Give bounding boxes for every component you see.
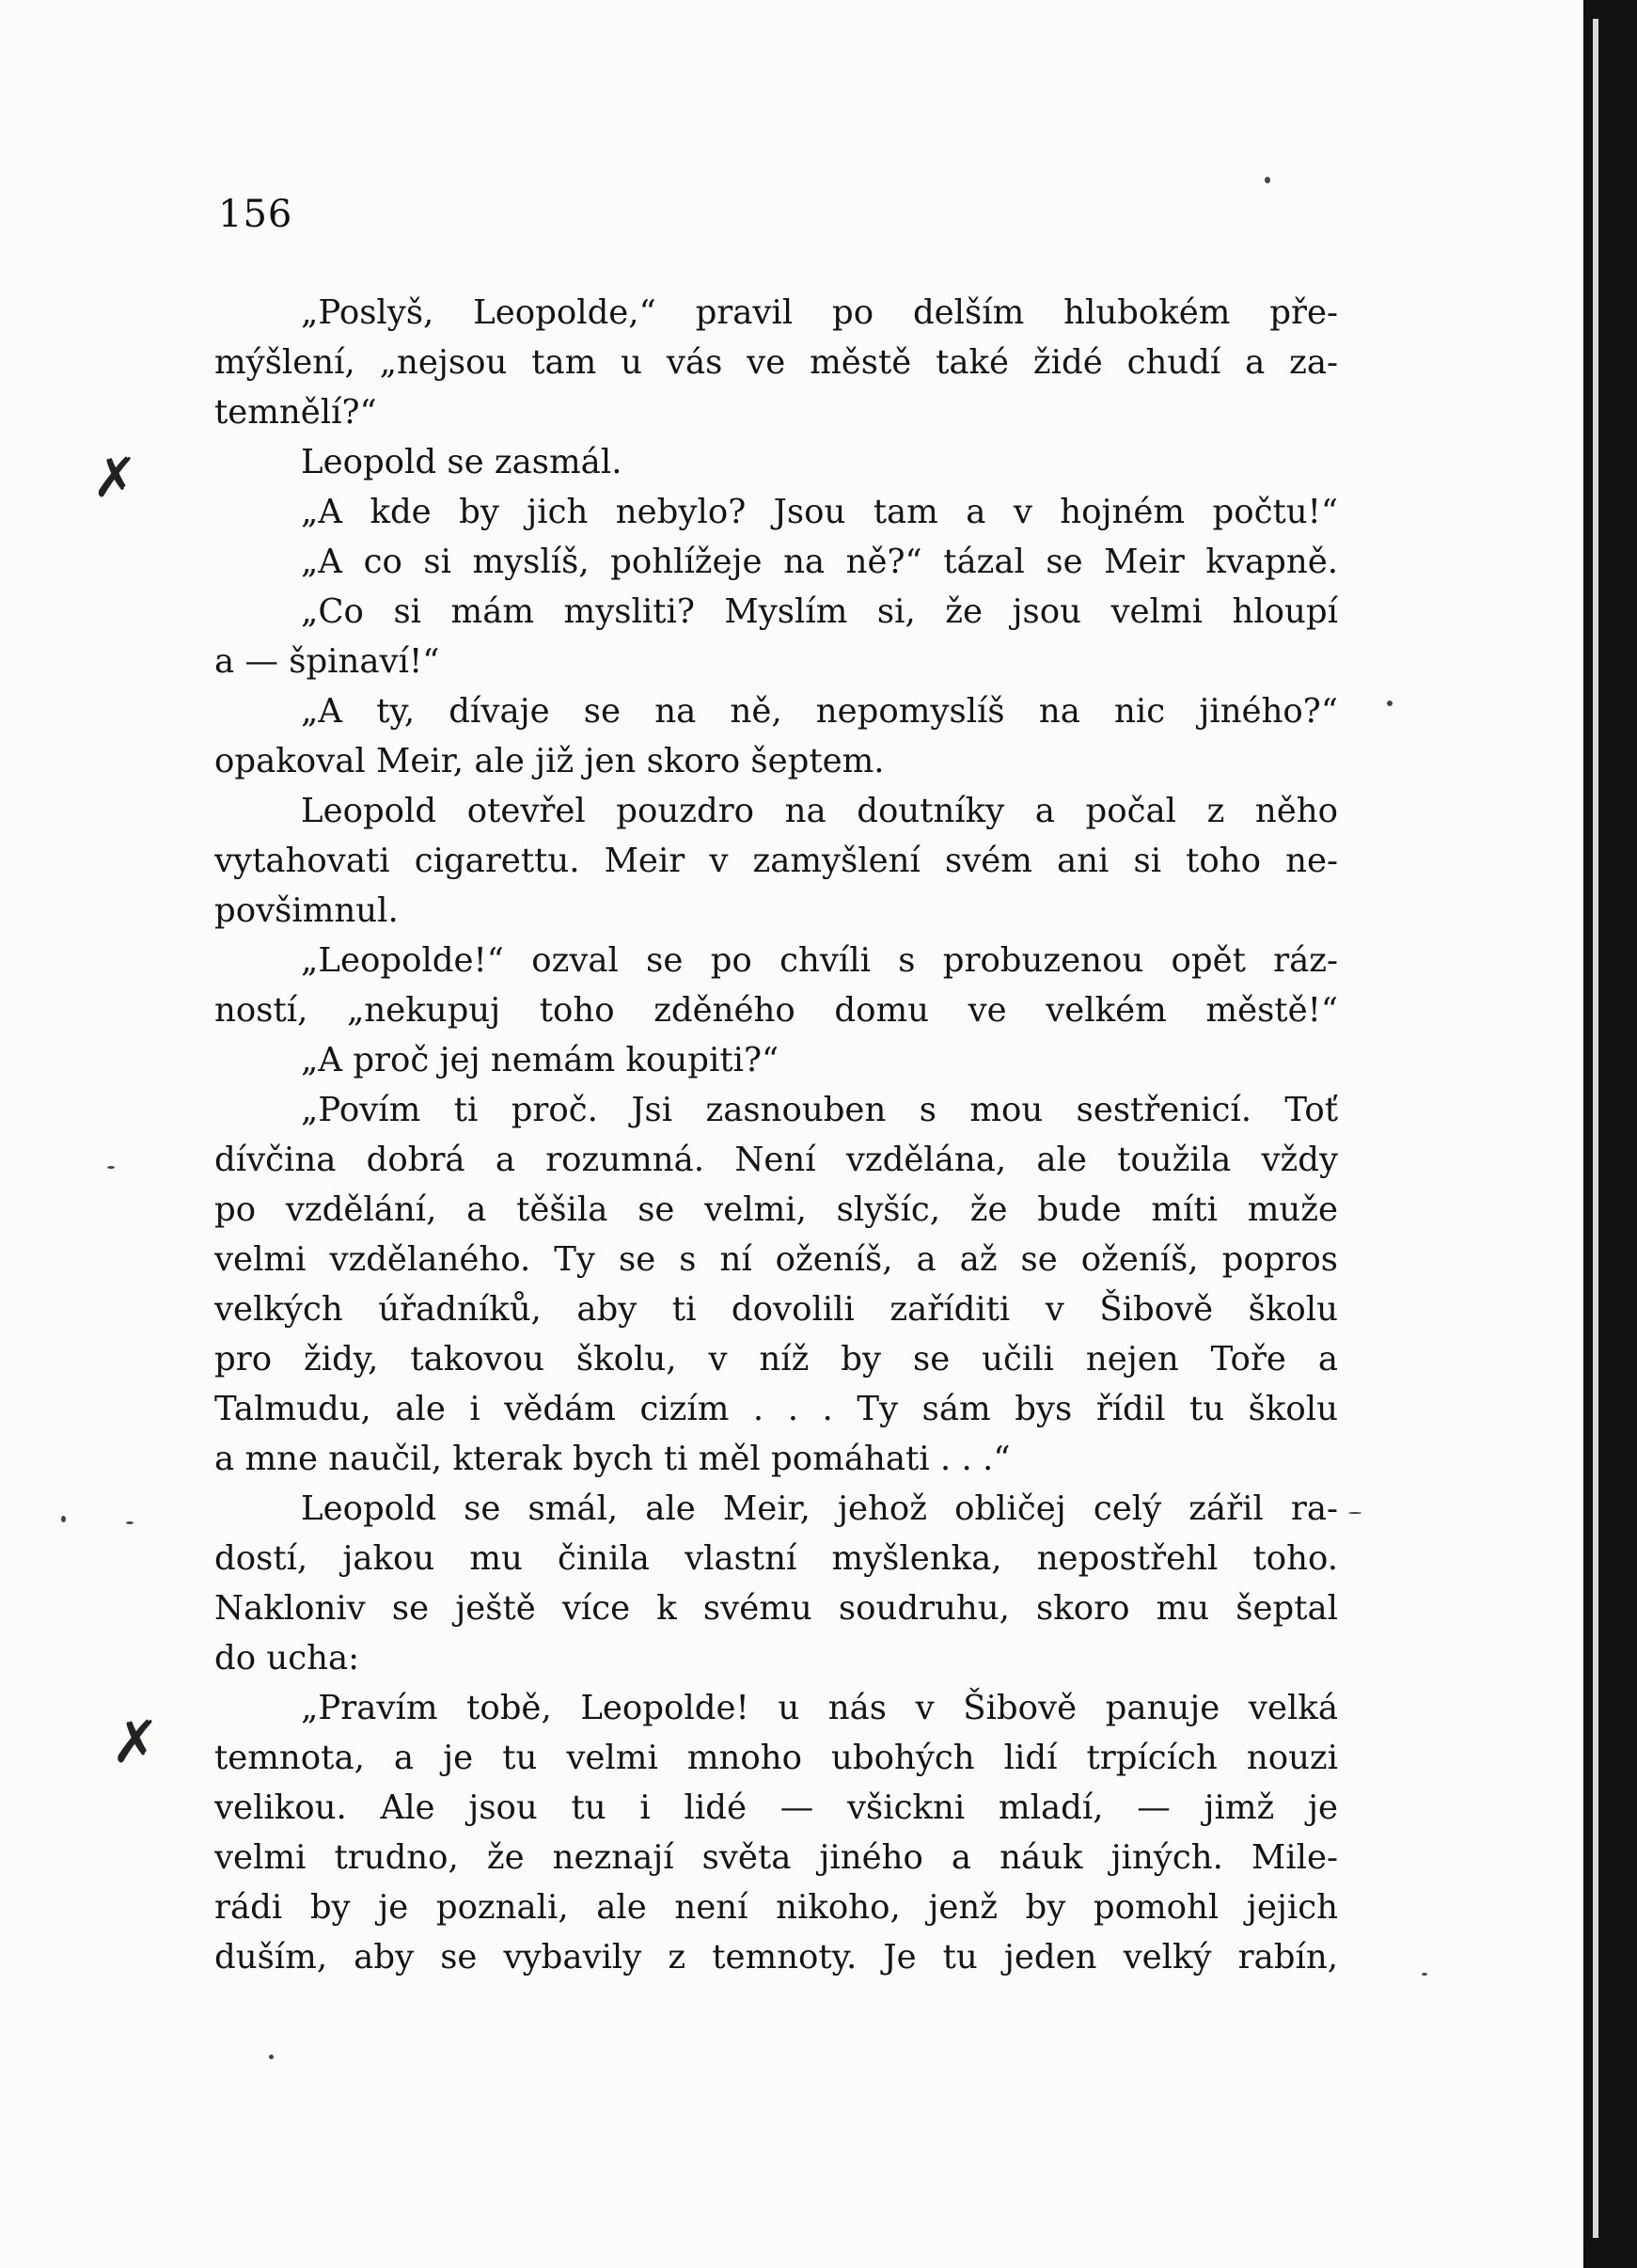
text-line: temnota, a je tu velmi mnoho ubohých lidí trpících nouzi (214, 1739, 1338, 1777)
text-line: do ucha: (214, 1639, 360, 1677)
text-line: velikou. Ale jsou tu i lidé — všickni mladí, — jimž je (214, 1788, 1338, 1827)
paper-speck (1265, 177, 1270, 183)
text-line: velmi trudno, že neznají světa jiného a náuk jiných. Mile- (214, 1838, 1338, 1877)
text-line: „Leopolde!“ ozval se po chvíli s probuzenou opět ráz- (301, 941, 1338, 980)
text-line: „Pravím tobě, Leopolde! u nás v Šibově panuje velká (301, 1689, 1338, 1727)
paper-speck (1422, 1973, 1427, 1976)
text-line: „A proč jej nemám koupiti?“ (301, 1041, 779, 1079)
text-line: Leopold otevřel pouzdro na doutníky a počal z něho (301, 792, 1338, 830)
margin-pencil-mark-icon: ✗ (111, 1708, 160, 1776)
text-line: opakoval Meir, ale již jen skoro šeptem. (214, 742, 885, 780)
text-line: „Poslyš, Leopolde,“ pravil po delším hlubokém pře- (301, 293, 1338, 332)
text-line: „Povím ti proč. Jsi zasnouben s mou sestřenicí. Toť (301, 1091, 1338, 1129)
text-line: velmi vzdělaného. Ty se s ní oženíš, a až se oženíš, popros (214, 1240, 1338, 1279)
text-line: velkých úřadníků, aby ti dovolili zaříditi v Šibově školu (214, 1290, 1338, 1329)
scan-border (1583, 0, 1637, 2268)
paper-speck (126, 1521, 134, 1524)
text-line: vytahovati cigarettu. Meir v zamyšlení svém ani si toho ne- (214, 842, 1338, 880)
text-line: „A ty, dívaje se na ně, nepomyslíš na nic jiného?“ (301, 692, 1338, 731)
text-line: temnělí?“ (214, 393, 377, 432)
next-page-edge (1593, 19, 1598, 2238)
paper-speck (107, 1166, 115, 1169)
text-line: pro židy, takovou školu, v níž by se učili nejen Toře a (214, 1340, 1338, 1378)
text-line: Leopold se zasmál. (301, 443, 622, 481)
text-line: povšimnul. (214, 891, 399, 930)
text-line: Nakloniv se ještě více k svému soudruhu, skoro mu šeptal (214, 1589, 1338, 1628)
text-line: „A kde by jich nebylo? Jsou tam a v hojném počtu!“ (301, 493, 1338, 531)
page-number: 156 (218, 193, 293, 236)
text-line: ností, „nekupuj toho zděného domu ve velkém městě!“ (214, 991, 1338, 1030)
text-line: a mne naučil, kterak bych ti měl pomáhati . . .“ (214, 1440, 1011, 1478)
text-line: Talmudu, ale i vědám cizím . . . Ty sám bys řídil tu školu (214, 1390, 1338, 1428)
text-line: Leopold se smál, ale Meir, jehož obličej celý zářil ra- (301, 1489, 1338, 1528)
paper-speck (1348, 1512, 1362, 1514)
text-line: mýšlení, „nejsou tam u vás ve městě také židé chudí a za- (214, 343, 1338, 382)
paper-speck (269, 2055, 274, 2059)
text-line: dostí, jakou mu činila vlastní myšlenka, nepostřehl toho. (214, 1539, 1338, 1578)
paper-speck (61, 1516, 66, 1522)
text-line: po vzdělání, a těšila se velmi, slyšíc, že bude míti muže (214, 1190, 1338, 1229)
text-line: rádi by je poznali, ale není nikoho, jenž by pomohl jejich (214, 1888, 1338, 1927)
margin-pencil-mark-icon: ✗ (92, 446, 138, 510)
text-line: a — špinaví!“ (214, 642, 440, 681)
text-line: „A co si myslíš, pohlížeje na ně?“ tázal se Meir kvapně. (301, 543, 1338, 581)
paper-speck (1387, 701, 1393, 706)
text-line: dívčina dobrá a rozumná. Není vzdělána, ale toužila vždy (214, 1141, 1338, 1179)
text-line: duším, aby se vybavily z temnoty. Je tu jeden velký rabín, (214, 1938, 1338, 1977)
text-line: „Co si mám mysliti? Myslím si, že jsou velmi hloupí (301, 592, 1338, 631)
body-text (214, 288, 1338, 1982)
